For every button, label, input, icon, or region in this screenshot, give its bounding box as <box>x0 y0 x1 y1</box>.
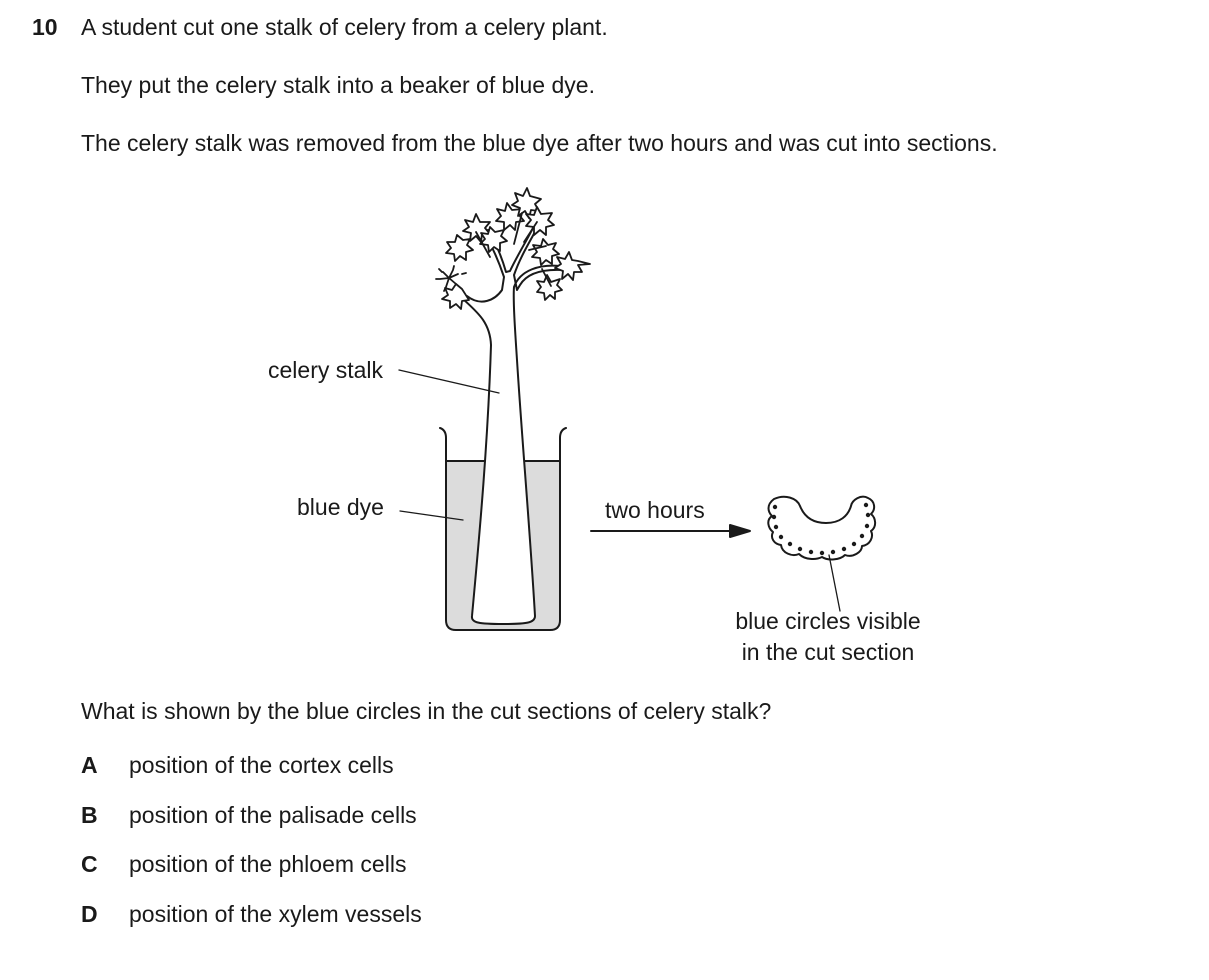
option-text: position of the cortex cells <box>129 752 394 778</box>
blue-circles-label-line1: blue circles visible <box>735 608 921 634</box>
option-letter: A <box>81 752 98 778</box>
question-prompt: What is shown by the blue circles in the cut sections of celery stalk? <box>81 698 772 724</box>
option-letter: B <box>81 802 98 828</box>
option-text: position of the xylem vessels <box>129 901 422 927</box>
option-d[interactable] <box>81 901 422 928</box>
option-text: position of the phloem cells <box>129 851 407 877</box>
blue-dye-label: blue dye <box>297 494 384 520</box>
blue-circles-label-line2: in the cut section <box>741 639 915 665</box>
question-number: 10 <box>32 14 58 40</box>
option-letter: C <box>81 851 98 877</box>
option-text: position of the palisade cells <box>129 802 417 828</box>
question-line-3: The celery stalk was removed from the blue dye after two hours and was cut into sections. <box>81 130 998 156</box>
option-letter: D <box>81 901 98 927</box>
option-a[interactable] <box>81 752 394 779</box>
two-hours-arrow <box>591 525 750 537</box>
option-b[interactable] <box>81 802 417 829</box>
celery-cross-section <box>768 497 875 560</box>
two-hours-label: two hours <box>605 497 705 523</box>
question-line-1: A student cut one stalk of celery from a celery plant. <box>81 14 608 40</box>
option-c[interactable] <box>81 851 406 878</box>
celery-stalk-label: celery stalk <box>268 357 384 383</box>
question-line-2: They put the celery stalk into a beaker of blue dye. <box>81 72 595 98</box>
celery-stalk-pointer <box>399 370 499 393</box>
blue-circles-pointer <box>829 555 840 611</box>
